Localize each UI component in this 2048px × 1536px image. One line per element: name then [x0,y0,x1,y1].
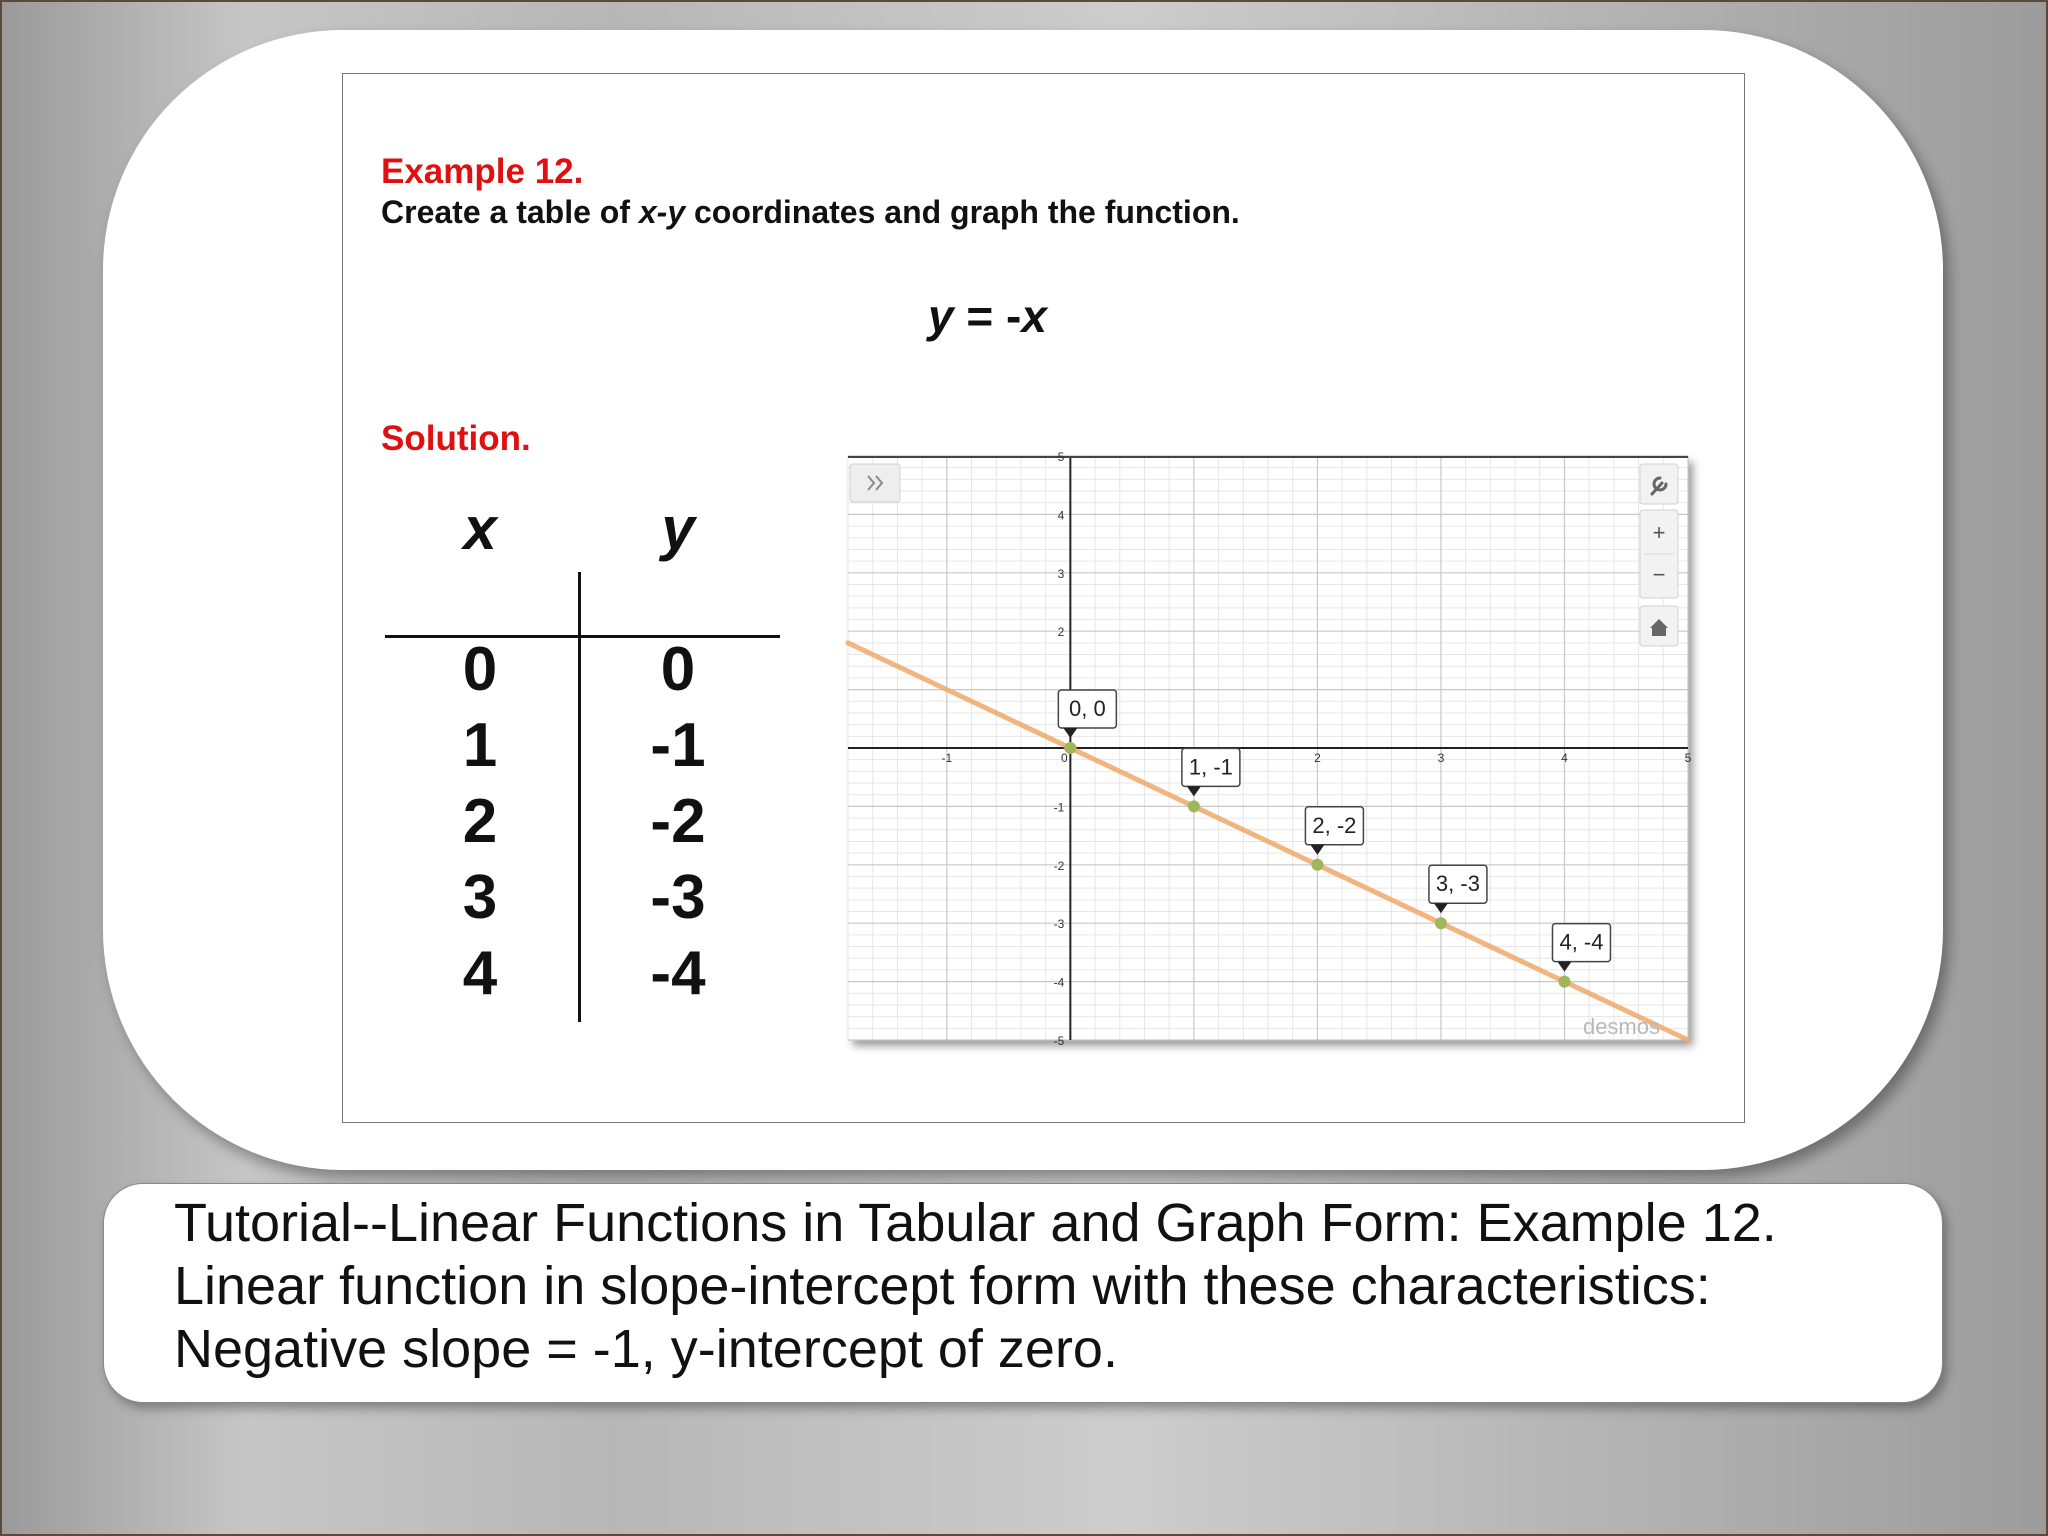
y-tick-label: -5 [1053,1034,1065,1048]
desmos-graph[interactable] [848,450,1692,1048]
y-tick-label: 2 [1057,625,1065,640]
table-cell-y: -2 [650,787,706,856]
equation-x: x [1021,290,1047,342]
prompt-variable: x-y [638,194,686,230]
data-point[interactable] [1435,917,1447,929]
table-cell-y: -4 [650,939,706,1008]
function-equation [928,289,1047,343]
x-tick-label: -1 [941,751,953,765]
desmos-watermark: desmos [1582,1014,1660,1039]
equation-y: y [928,290,954,342]
x-tick-label: 5 [1684,751,1692,765]
caption-line-1: Tutorial--Linear Functions in Tabular and Graph Form: Example 12. [174,1193,1777,1253]
table-cell-x: 0 [462,635,498,704]
data-point[interactable] [1558,976,1570,988]
table-column-divider [578,572,581,1022]
problem-prompt [381,194,1240,231]
table-header-x: x [463,495,497,562]
data-point[interactable] [1188,800,1200,812]
table-cell-x: 4 [462,939,498,1008]
data-point[interactable] [1311,859,1323,871]
example-title: Example 12. [381,152,584,191]
data-point[interactable] [1064,742,1076,754]
y-tick-label: 5 [1057,450,1065,464]
table-cell-x: 3 [462,863,498,932]
table-cell-x: 2 [462,787,498,856]
equation-operator: = - [953,290,1022,342]
zoom-out-icon: − [1652,562,1666,587]
graph-canvas[interactable] [848,450,1692,1048]
y-tick-label: -1 [1053,800,1065,815]
table-header-y: y [661,495,695,562]
zoom-in-icon: + [1652,520,1666,545]
table-cell-y: -3 [650,863,706,932]
point-label: 2, -2 [1312,812,1357,838]
graph-settings-button[interactable] [1640,464,1678,504]
solution-label: Solution. [381,419,531,458]
caption-card [103,1183,1943,1403]
y-tick-label: 3 [1057,566,1065,581]
point-label: 1, -1 [1188,754,1233,780]
table-cell-x: 1 [462,711,498,780]
caption-line-3: Negative slope = -1, y-intercept of zero. [174,1319,1118,1379]
y-tick-label: 4 [1057,508,1065,523]
y-tick-label: -3 [1053,917,1065,932]
xy-table [385,494,785,1024]
x-tick-label: 3 [1437,751,1445,765]
caption-line-2: Linear function in slope-intercept form with these characteristics: [174,1256,1711,1316]
slide [342,73,1745,1123]
prompt-text-end: coordinates and graph the function. [685,194,1240,230]
table-cell-y: 0 [660,635,696,704]
x-tick-label: 0 [1061,751,1068,765]
table-cell-y: -1 [650,711,706,780]
y-tick-label: -2 [1053,858,1065,873]
point-label: 4, -4 [1559,929,1604,955]
x-tick-label: 2 [1314,751,1321,765]
prompt-text-start: Create a table of [381,194,639,230]
y-tick-label: -4 [1053,975,1065,990]
point-label: 3, -3 [1435,871,1480,897]
x-tick-label: 4 [1561,751,1568,765]
point-label: 0, 0 [1069,696,1106,721]
